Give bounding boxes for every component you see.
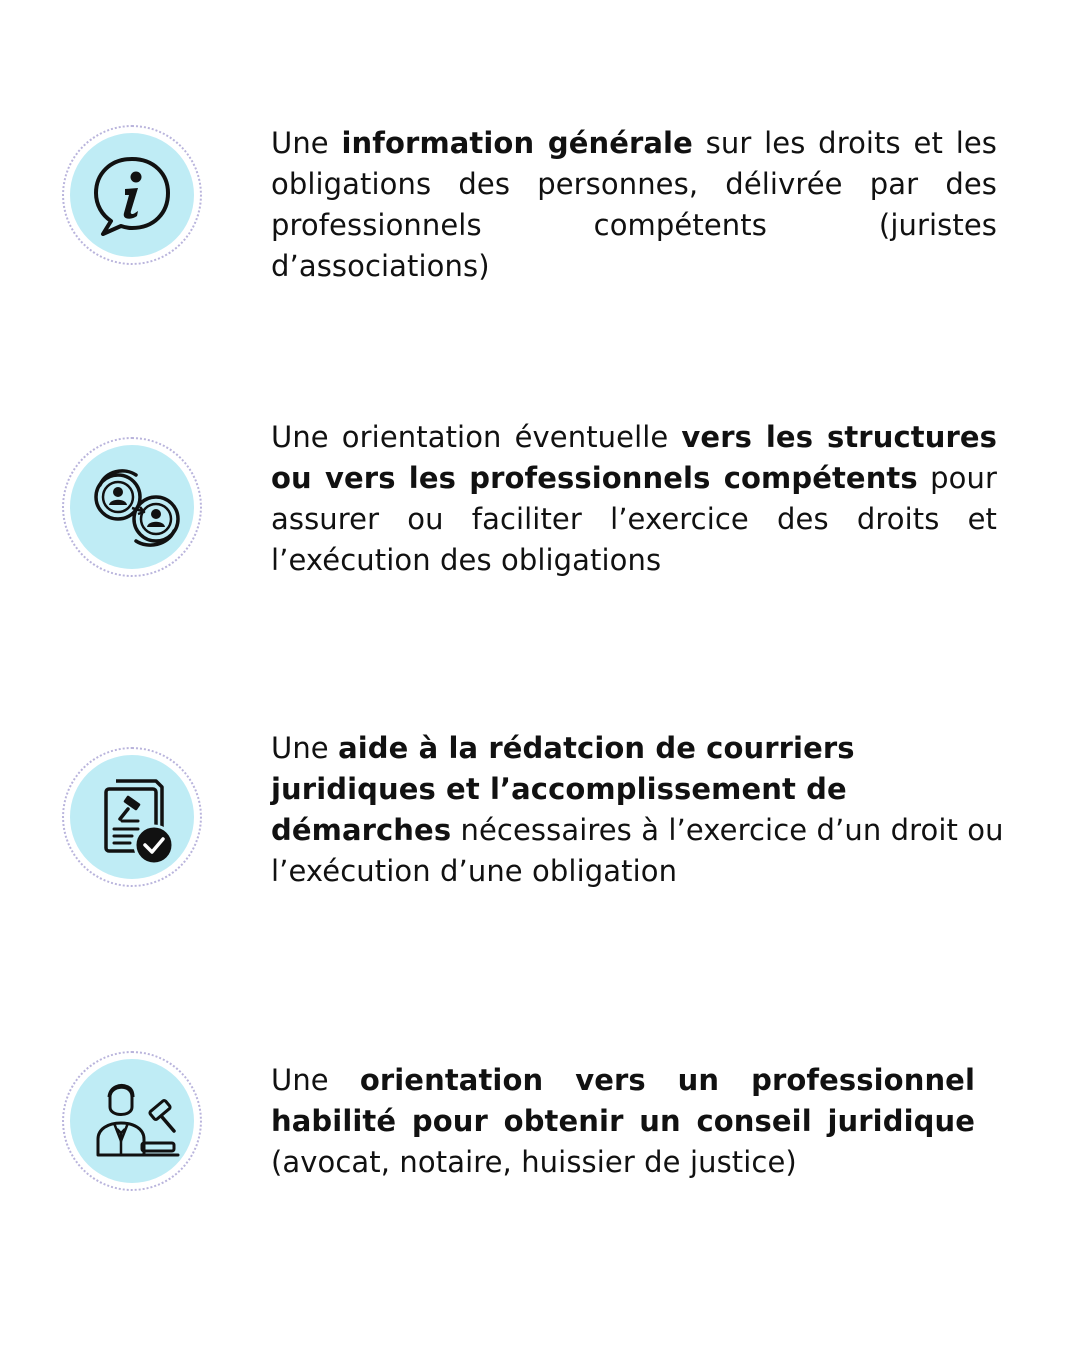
text-highlight: aide à la rédatcion de courriers juridiques et l’accomplissement de démarches [271, 731, 855, 847]
icon-badge [62, 125, 202, 265]
people-connection-icon [70, 445, 194, 569]
text-rest: pour assurer ou faciliter l’exercice des droits et l’exécution des obligations [271, 461, 997, 577]
text-rest: (avocat, notaire, huissier de justice) [271, 1145, 797, 1179]
text-intro: Une orientation éventuelle [271, 420, 682, 454]
text-highlight: orientation vers un professionnel habilité pour obtenir un conseil juridique [271, 1063, 975, 1138]
text-highlight: vers les structures ou vers les professionnels compétents [271, 420, 997, 495]
text-rest: sur les droits et les obligations des personnes, délivrée par des professionnels compétents (juristes d’associations) [271, 126, 997, 283]
service-description [271, 1060, 975, 1183]
text-highlight: information générale [341, 126, 693, 160]
service-description [271, 728, 1011, 892]
icon-badge [62, 747, 202, 887]
text-intro: Une [271, 1063, 360, 1097]
legal-document-check-icon [70, 755, 194, 879]
icon-badge [62, 1051, 202, 1191]
icon-badge [62, 437, 202, 577]
text-intro: Une [271, 126, 342, 160]
service-description [271, 123, 997, 287]
service-description [271, 417, 997, 581]
info-speech-bubble-icon [70, 133, 194, 257]
text-rest: nécessaires à l’exercice d’un droit ou l’exécution d’une obligation [271, 813, 1004, 888]
lawyer-gavel-icon [70, 1059, 194, 1183]
text-intro: Une [271, 731, 339, 765]
